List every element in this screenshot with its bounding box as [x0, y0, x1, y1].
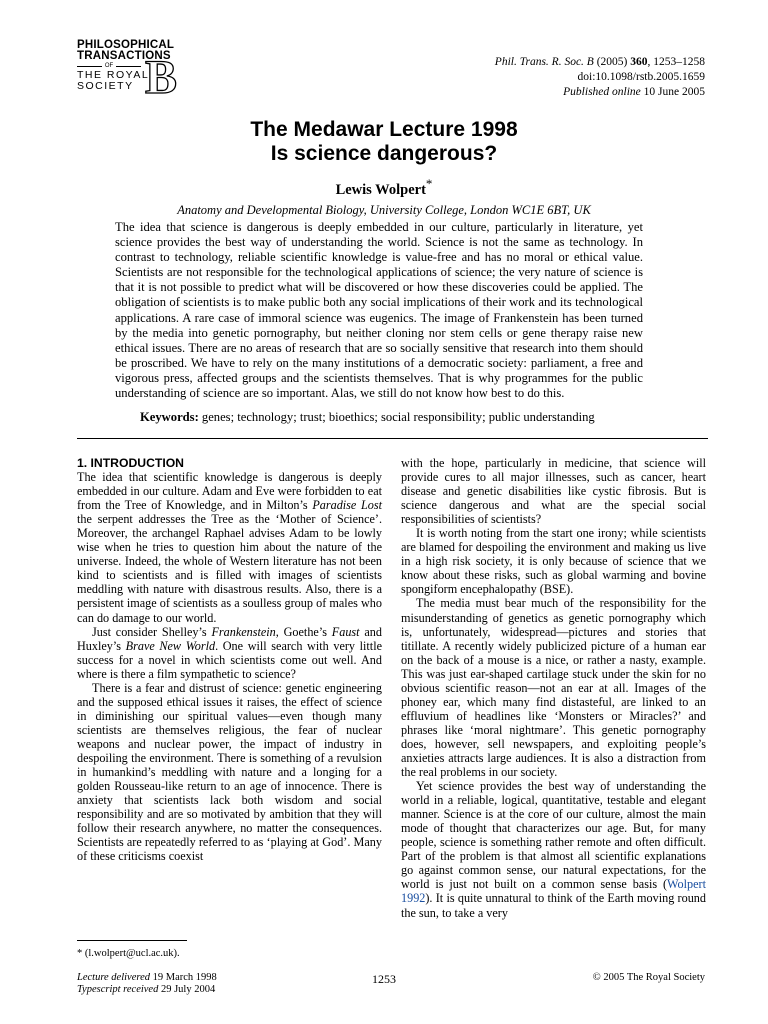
citation-line [495, 55, 705, 70]
journal-name: Phil. Trans. R. Soc. B [494, 56, 594, 68]
delivered-line: Lecture delivered 19 March 1998 [77, 972, 217, 983]
journal-volume: 360 [630, 56, 648, 68]
journal-logo [77, 39, 187, 104]
logo-line-transactions: TRANSACTIONS [77, 50, 171, 62]
keywords-text: genes; technology; trust; bioethics; social responsibility; public understanding [198, 410, 595, 424]
section-divider [77, 438, 708, 439]
footnote[interactable]: * (l.wolpert@ucl.ac.uk). [77, 948, 180, 959]
logo-b-letter: B [145, 51, 178, 104]
paragraph: It is worth noting from the start one irony; while scientists are blamed for despoiling the environment and making us live in a high risk society, it is only because of science that we know about these risks, such as global warming and bovine spongiform encephalopathy (BSE). [401, 526, 706, 597]
paragraph: There is a fear and distrust of science: genetic engineering and the supposed ethical issues it raises, the effect of science in diminishing our spiritual values—even though many scientists are themselves religious, the fear of nuclear weapons and nuclear power, the impact of industry in despoiling the environment. There is something of a revulsion in humankind’s meddling with nature and a longing for a golden Rousseau-like return to an age of innocence. There is anxiety that scientists lack both wisdom and social responsibility and are so motivated by ambition that they will follow their research anywhere, no matter the consequences. Scientists are repeatedly referred to as ‘playing at God’. Many of these criticisms coexist [77, 680, 382, 864]
section-heading: 1. INTRODUCTION [77, 456, 184, 470]
body-column-left [77, 456, 382, 863]
logo-line-the-royal: THE ROYAL [77, 69, 150, 81]
author-footnote-mark[interactable]: * [425, 176, 433, 191]
body-column-right [401, 456, 706, 920]
affiliation: Anatomy and Developmental Biology, University College, London WC1E 6BT, UK [177, 203, 591, 217]
article-title [0, 118, 768, 166]
paragraph: Just consider Shelley’s Frankenstein, Goethe’s Faust and Huxley’s Brave New World. One will search with very little success for a novel in which scientists come out well. And where is there a film sympathetic to science? [77, 624, 382, 681]
paragraph: with the hope, particularly in medicine, that science will provide cures to all major illnesses, such as cancer, heart disease and genetic disabilities like cystic fibrosis. But is science dangerous and what are the special social responsibilities of scientists? [401, 456, 706, 527]
copyright: © 2005 The Royal Society [592, 972, 705, 983]
keywords [140, 410, 595, 425]
logo-line-society: SOCIETY [77, 80, 134, 92]
footnote-divider [77, 940, 187, 941]
citation-block [495, 55, 705, 100]
logo-of: OF [77, 62, 141, 70]
title-line-1: The Medawar Lecture 1998 [250, 118, 518, 141]
page-number: 1253 [372, 972, 396, 986]
doi-line[interactable]: doi:10.1098/rstb.2005.1659 [577, 71, 705, 83]
author [0, 176, 768, 199]
journal-pages: , 1253–1258 [647, 56, 705, 68]
journal-year: (2005) [596, 56, 628, 68]
title-line-2: Is science dangerous? [270, 142, 498, 165]
abstract: The idea that science is dangerous is deeply embedded in our culture, particularly in literature, yet science provides the best way of understanding the world. Science is not the same as technology. In contrast to technology, reliable scientific knowledge is value-free and has no moral or ethical value. Scientists are not responsible for the technological applications of science; the very nature of science is that it is not possible to predict what will be discovered or how these discoveries could be applied. The obligation of scientists is to make public both any social implications of their work and its technological applications. A rare case of immoral science was eugenics. The image of Frankenstein has been turned by the media into genetic pornography, but neither cloning nor stem cells or gene therapy raise new ethical issues. There are no areas of research that are so socially sensitive that research into them should be proscribed. We have to rely on the many institutions of a democratic society: parliament, a free and vigorous press, affected groups and the scientists themselves. That is why programmes for the public understanding of science are so important. Alas, we still do not know how best to do this. [115, 220, 643, 401]
paragraph: Yet science provides the best way of understanding the world in a reliable, logical, quantitative, testable and elegant manner. Science is at the core of our culture, almost the main mode of thought that characterizes our age. But, for many people, science is something rather remote and often difficult. Part of the problem is that almost all scientific explanations go against common sense, our natural expectations, for the world is just not built on a common sense basis (Wolpert 1992). It is quite unnatural to think of the Earth moving round the sun, to take a very [401, 779, 706, 920]
received-line: Typescript received 29 July 2004 [77, 984, 216, 995]
author-name: Lewis Wolpert [335, 181, 426, 198]
reference-link[interactable]: Wolpert 1992 [401, 877, 706, 906]
published-line: Published online 10 June 2005 [563, 86, 705, 98]
keywords-label: Keywords: [140, 410, 199, 424]
paragraph: The idea that scientific knowledge is dangerous is deeply embedded in our culture. Adam and Eve were forbidden to eat from the Tree of Knowledge, and in Milton’s Paradise Lost the serpent addresses the Tree as the ‘Mother of Science’. Moreover, the archangel Raphael advises Adam to be lowly wise when he tries to question him about the nature of the universe. Indeed, the whole of Western literature has not been kind to scientists and is filled with images of scientists meddling with nature with disastrous results. Also, there is a persistent image of scientists as a soulless group of males who can do damage to our world. [77, 470, 382, 625]
logo-line-philosophical: PHILOSOPHICAL [77, 39, 175, 51]
paragraph: The media must bear much of the responsibility for the misunderstanding of genetics as genetic pornography which is, unfortunately, widespread—pictures and stories that titillate. A recently widely publicized picture of a human ear on the back of a mouse is a nice, or rather a nasty, example. This was just ear-shaped cartilage stuck under the skin for no obvious scientific reason—not an ear at all. Images of the phoney ear, which many find distasteful, are linked to an effluvium of headlines like ‘Monsters or Miracles?’ and phrases like ‘moral nightmare’. This genetic pornography does, however, sell newspapers, and exploiting people’s anxieties attracts large audiences. It is also a distraction from the real problems in our society. [401, 596, 706, 780]
